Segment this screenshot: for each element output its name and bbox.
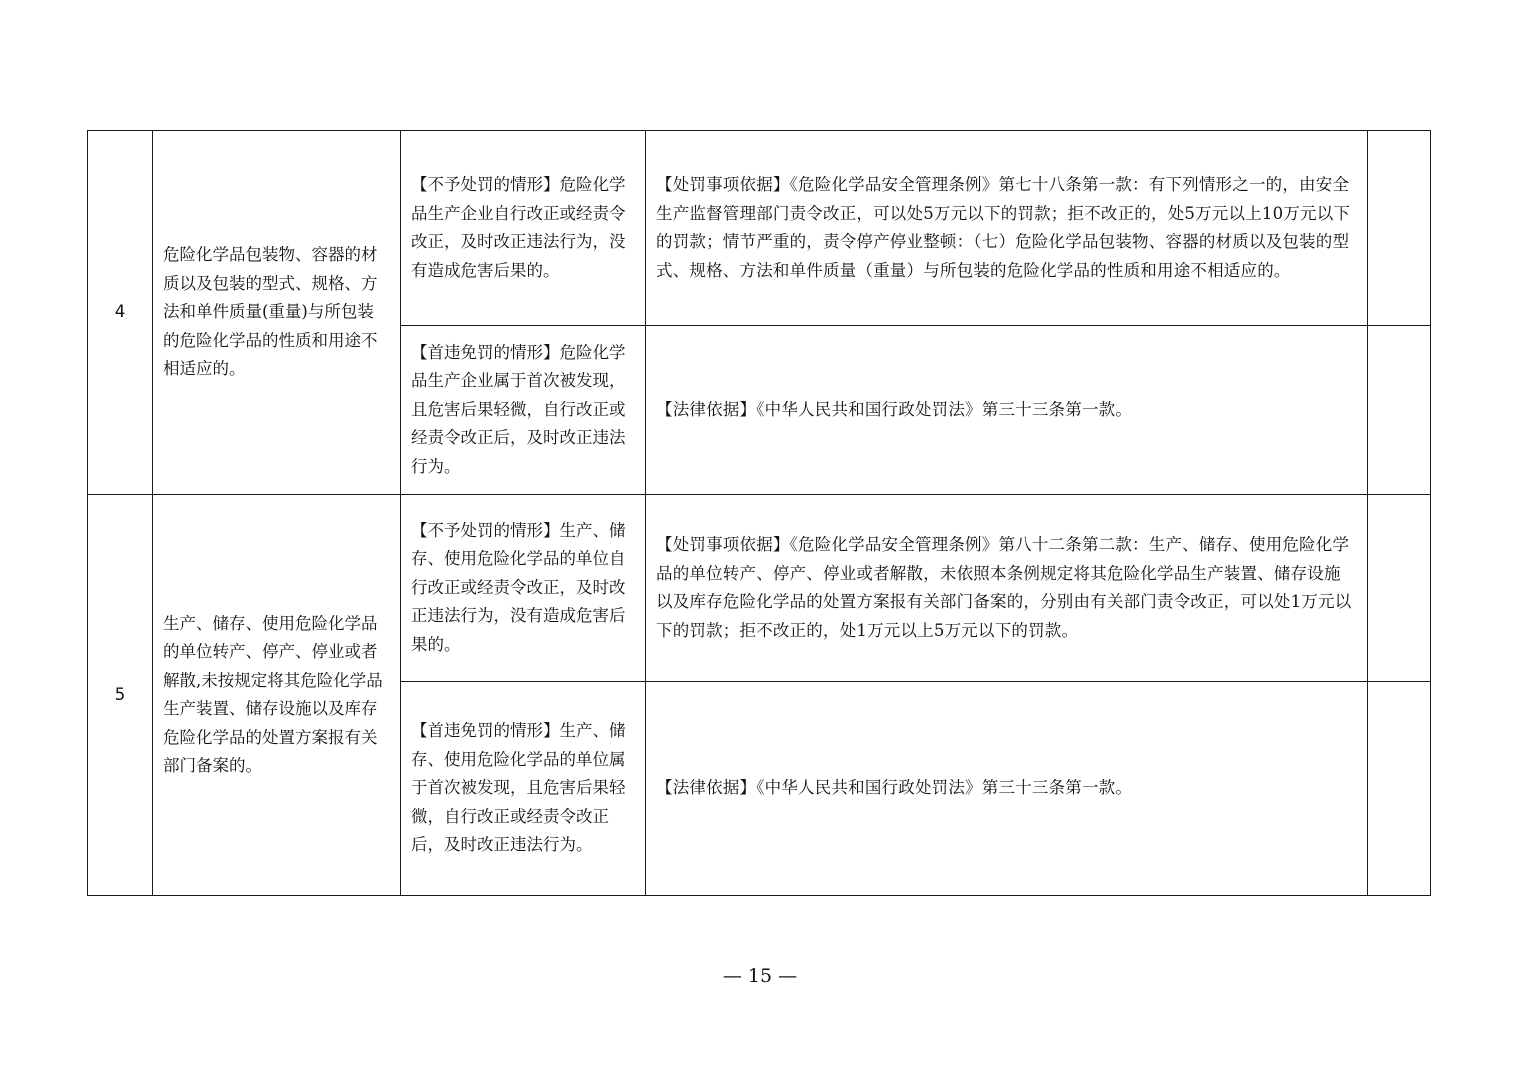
violation-item: 生产、储存、使用危险化学品的单位转产、停产、停业或者解散,未按规定将其危险化学品生产装置、储存设施以及库存危险化学品的处置方案报有关部门备案的。 xyxy=(153,495,401,896)
first-offense-situation: 【首违免罚的情形】生产、储存、使用危险化学品的单位属于首次被发现，且危害后果轻微，自行改正或经责令改正后，及时改正违法行为。 xyxy=(401,682,646,896)
note-cell xyxy=(1368,131,1431,326)
penalty-exemption-table xyxy=(87,130,1431,896)
penalty-basis: 【处罚事项依据】《危险化学品安全管理条例》第七十八条第一款：有下列情形之一的，由安全生产监督管理部门责令改正，可以处5万元以下的罚款；拒不改正的，处5万元以上10万元以下的罚款；情节严重的，责令停产停业整顿：（七）危险化学品包装物、容器的材质以及包装的型式、规格、方法和单件质量（重量）与所包装的危险化学品的性质和用途不相适应的。 xyxy=(646,131,1368,326)
note-cell xyxy=(1368,495,1431,682)
violation-item: 危险化学品包装物、容器的材质以及包装的型式、规格、方法和单件质量(重量)与所包装的危险化学品的性质和用途不相适应的。 xyxy=(153,131,401,495)
penalty-basis: 【处罚事项依据】《危险化学品安全管理条例》第八十二条第二款：生产、储存、使用危险化学品的单位转产、停产、停业或者解散，未依照本条例规定将其危险化学品生产装置、储存设施以及库存危险化学品的处置方案报有关部门备案的，分别由有关部门责令改正，可以处1万元以下的罚款；拒不改正的，处1万元以上5万元以下的罚款。 xyxy=(646,495,1368,682)
note-cell xyxy=(1368,326,1431,495)
page-number: — 15 — xyxy=(722,965,798,987)
row-number: 4 xyxy=(88,131,153,495)
first-offense-situation: 【首违免罚的情形】危险化学品生产企业属于首次被发现，且危害后果轻微，自行改正或经责令改正后，及时改正违法行为。 xyxy=(401,326,646,495)
row-number: 5 xyxy=(88,495,153,896)
legal-basis: 【法律依据】《中华人民共和国行政处罚法》第三十三条第一款。 xyxy=(646,682,1368,896)
legal-basis: 【法律依据】《中华人民共和国行政处罚法》第三十三条第一款。 xyxy=(646,326,1368,495)
table-row xyxy=(88,131,1431,326)
no-penalty-situation: 【不予处罚的情形】生产、储存、使用危险化学品的单位自行改正或经责令改正，及时改正违法行为，没有造成危害后果的。 xyxy=(401,495,646,682)
table-row xyxy=(88,495,1431,682)
no-penalty-situation: 【不予处罚的情形】危险化学品生产企业自行改正或经责令改正，及时改正违法行为，没有造成危害后果的。 xyxy=(401,131,646,326)
note-cell xyxy=(1368,682,1431,896)
